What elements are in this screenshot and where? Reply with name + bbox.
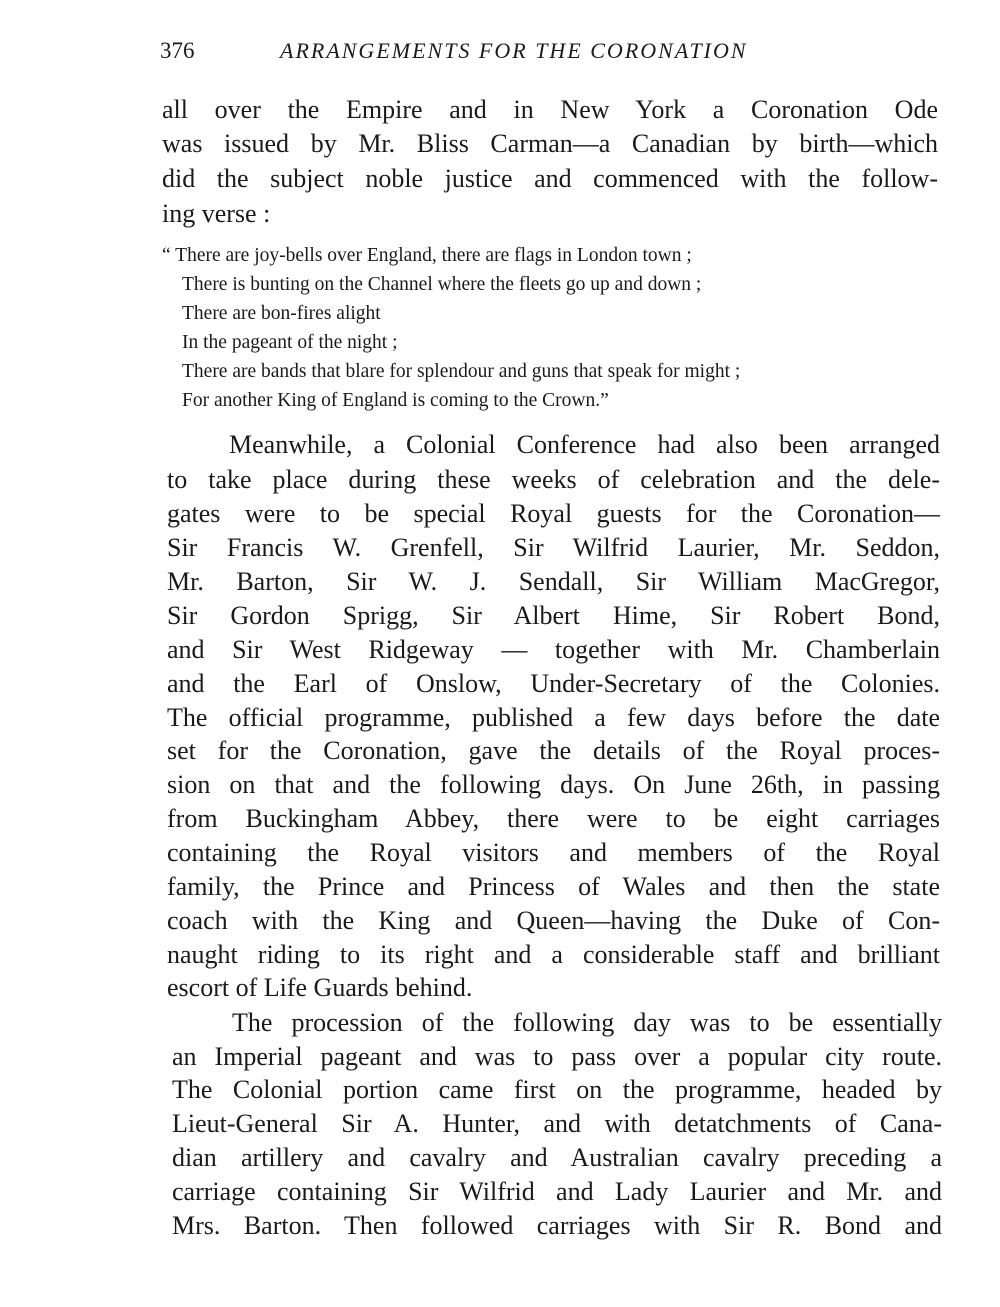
poem-line: “ There are joy-bells over England, there are flags in London town ; bbox=[162, 245, 692, 266]
text-line: gates were to be special Royal guests for the Coronation— bbox=[167, 499, 940, 528]
text-line: Lieut-General Sir A. Hunter, and with detatchments of Cana- bbox=[172, 1109, 942, 1138]
text-line: containing the Royal visitors and members of the Royal bbox=[167, 838, 940, 867]
text-line: Sir Francis W. Grenfell, Sir Wilfrid Laurier, Mr. Seddon, bbox=[167, 533, 940, 562]
text-line: coach with the King and Queen—having the Duke of Con- bbox=[167, 906, 940, 935]
text-line: to take place during these weeks of celebration and the dele- bbox=[167, 465, 940, 494]
text-line: ing verse : bbox=[162, 199, 271, 228]
text-line: an Imperial pageant and was to pass over a popular city route. bbox=[172, 1042, 942, 1071]
text-line: and Sir West Ridgeway — together with Mr. Chamberlain bbox=[167, 635, 940, 664]
text-line: Mrs. Barton. Then followed carriages with Sir R. Bond and bbox=[172, 1211, 942, 1240]
text-line: The procession of the following day was to be essentially bbox=[232, 1008, 942, 1037]
text-line: carriage containing Sir Wilfrid and Lady Laurier and Mr. and bbox=[172, 1177, 942, 1206]
text-line: Mr. Barton, Sir W. J. Sendall, Sir William MacGregor, bbox=[167, 567, 940, 596]
poem-line: There are bands that blare for splendour and guns that speak for might ; bbox=[182, 361, 741, 382]
page-header bbox=[160, 38, 840, 78]
poem-line: In the pageant of the night ; bbox=[182, 332, 398, 353]
text-line: naught riding to its right and a considerable staff and brilliant bbox=[167, 940, 940, 969]
text-line: dian artillery and cavalry and Australian cavalry preceding a bbox=[172, 1143, 942, 1172]
text-line: family, the Prince and Princess of Wales and then the state bbox=[167, 872, 940, 901]
text-line: all over the Empire and in New York a Coronation Ode bbox=[162, 95, 938, 124]
text-line: Meanwhile, a Colonial Conference had also been arranged bbox=[229, 430, 940, 459]
text-line: did the subject noble justice and commenced with the follow- bbox=[162, 164, 938, 193]
page-number: 376 bbox=[160, 38, 195, 63]
text-line: set for the Coronation, gave the details of the Royal proces- bbox=[167, 736, 940, 765]
text-line: The Colonial portion came first on the programme, headed by bbox=[172, 1075, 942, 1104]
running-head: ARRANGEMENTS FOR THE CORONATION bbox=[280, 38, 748, 63]
text-line: The official programme, published a few days before the date bbox=[167, 703, 940, 732]
text-line: escort of Life Guards behind. bbox=[167, 973, 473, 1002]
text-line: Sir Gordon Sprigg, Sir Albert Hime, Sir Robert Bond, bbox=[167, 601, 940, 630]
text-line: sion on that and the following days. On June 26th, in passing bbox=[167, 770, 940, 799]
text-line: was issued by Mr. Bliss Carman—a Canadian by birth—which bbox=[162, 129, 938, 158]
text-line: from Buckingham Abbey, there were to be eight carriages bbox=[167, 804, 940, 833]
poem-line: There is bunting on the Channel where the fleets go up and down ; bbox=[182, 274, 702, 295]
poem-line: For another King of England is coming to the Crown.” bbox=[182, 390, 609, 411]
text-line: and the Earl of Onslow, Under-Secretary of the Colonies. bbox=[167, 669, 940, 698]
poem-line: There are bon-fires alight bbox=[182, 303, 381, 324]
